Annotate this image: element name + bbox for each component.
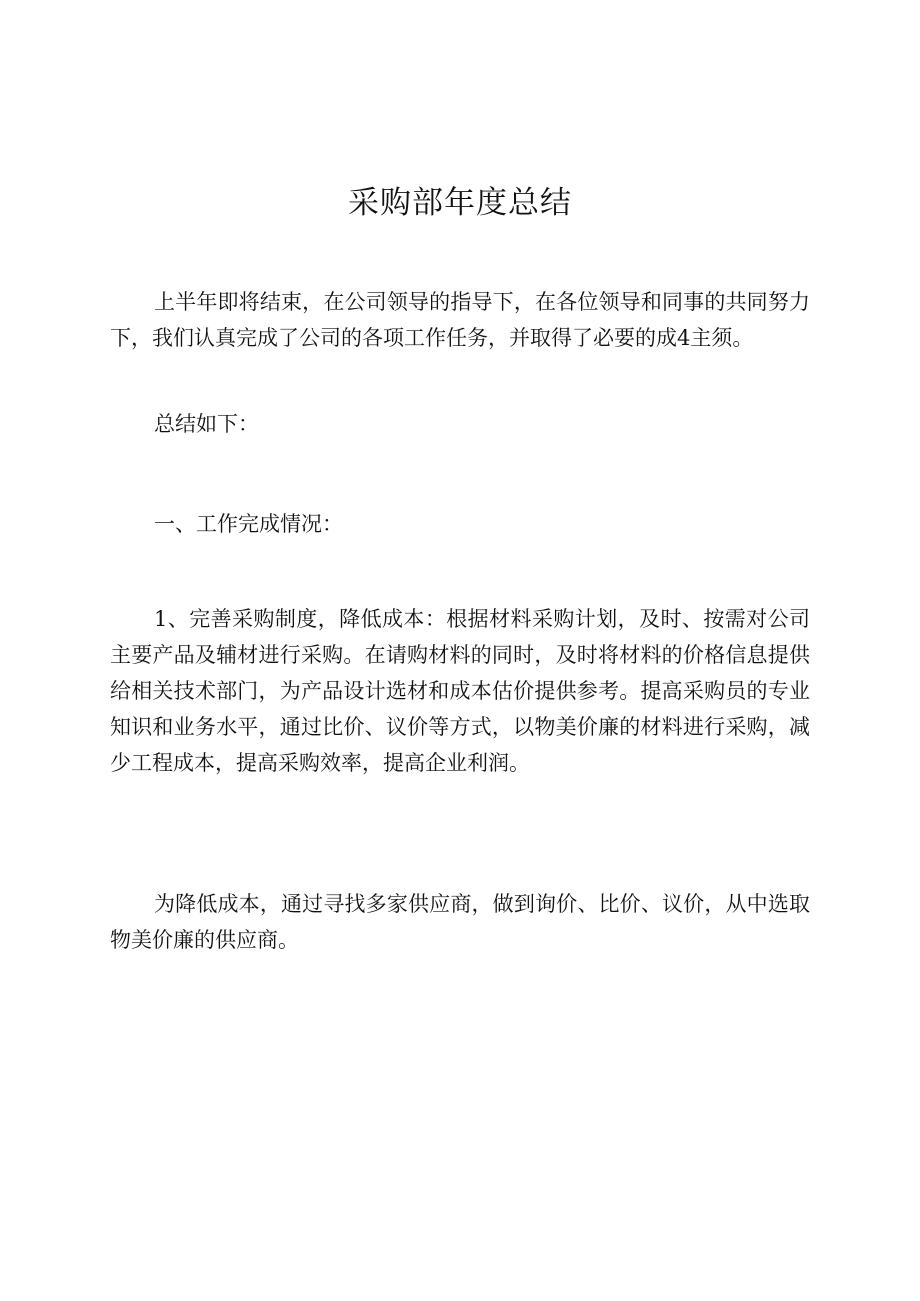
intro-paragraph: 上半年即将结束，在公司领导的指导下，在各位领导和同事的共同努力下，我们认真完成了公司的各项工作任务，并取得了必要的成4主须。 [110, 290, 810, 350]
document-title: 采购部年度总结 [348, 185, 572, 221]
item-one-paragraph: 1、完善采购制度，降低成本：根据材料采购计划，及时、按需对公司主要产品及辅材进行采购。在请购材料的同时，及时将材料的价格信息提供给相关技术部门，为产品设计选材和成本估价提供参考。提高采购员的专业知识和业务水平，通过比价、议价等方式，以物美价廉的材料进行采购，减少工程成本，提高采购效率，提高企业利润。 [110, 607, 810, 775]
cost-reduction-paragraph: 为降低成本，通过寻找多家供应商，做到询价、比价、议价，从中选取物美价廉的供应商。 [110, 892, 810, 952]
section-heading-work-completion: 一、工作完成情况： [154, 512, 343, 536]
summary-lead-paragraph: 总结如下： [154, 412, 259, 436]
